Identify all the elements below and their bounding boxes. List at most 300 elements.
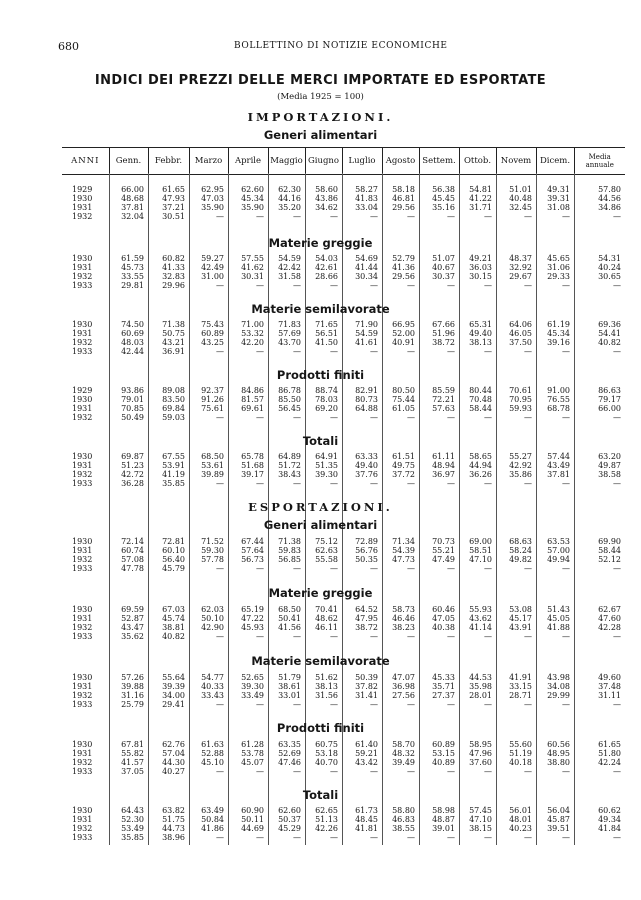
value-cell: 61.11 [432, 452, 455, 461]
value-cell: 66.95 [392, 320, 415, 329]
value-cell: 64.91 [315, 452, 338, 461]
col-header-month: Aprile [228, 148, 268, 175]
annual-value-cell: 52.12 [598, 555, 621, 564]
value-cell: 37.60 [469, 758, 492, 767]
value-cell: — [293, 564, 301, 573]
value-cell: 52.69 [278, 749, 301, 758]
value-cell: — [447, 281, 455, 290]
value-cell: 40.33 [201, 682, 224, 691]
table-row [62, 740, 621, 749]
value-cell: 59.83 [278, 546, 301, 555]
value-cell: 88.74 [315, 386, 338, 395]
value-cell: 47.73 [392, 555, 415, 564]
value-cell: 31.06 [547, 263, 570, 272]
value-cell: 37.82 [355, 682, 378, 691]
value-cell: 30.31 [241, 272, 264, 281]
value-cell: 82.91 [355, 386, 378, 395]
value-cell: — [407, 413, 415, 422]
value-cell: 39.31 [547, 194, 570, 203]
value-cell: 34.08 [547, 682, 570, 691]
data-block [62, 605, 621, 641]
value-cell: — [562, 767, 570, 776]
value-cell: 50.75 [162, 329, 185, 338]
value-cell: 53.91 [162, 461, 185, 470]
value-cell: 80.44 [469, 386, 492, 395]
annual-value-cell: — [613, 632, 621, 641]
value-cell: 61.28 [241, 740, 264, 749]
value-cell: 58.44 [469, 404, 492, 413]
value-cell: 56.51 [315, 329, 338, 338]
value-cell: 31.41 [355, 691, 378, 700]
value-cell: 30.37 [432, 272, 455, 281]
value-cell: 31.08 [547, 203, 570, 212]
table-row [62, 833, 621, 842]
value-cell: 63.53 [547, 537, 570, 546]
annual-value-cell: 49.34 [598, 815, 621, 824]
group-title: Prodotti finiti [276, 721, 365, 735]
value-cell: 70.61 [509, 386, 532, 395]
value-cell: 51.23 [121, 461, 144, 470]
value-cell: — [562, 564, 570, 573]
value-cell: 40.89 [432, 758, 455, 767]
value-cell: 57.64 [241, 546, 264, 555]
year-cell: 1930 [72, 320, 93, 329]
table-row [62, 767, 621, 776]
value-cell: 30.34 [355, 272, 378, 281]
value-cell: 47.46 [278, 758, 301, 767]
value-cell: 37.81 [121, 203, 144, 212]
value-cell: 32.04 [121, 212, 144, 221]
value-cell: — [562, 700, 570, 709]
value-cell: 52.88 [201, 749, 224, 758]
value-cell: 35.20 [278, 203, 301, 212]
table-row [62, 632, 621, 641]
value-cell: 48.45 [355, 815, 378, 824]
value-cell: 43.86 [315, 194, 338, 203]
value-cell: 57.69 [278, 329, 301, 338]
value-cell: 38.81 [162, 623, 185, 632]
group-title: Totali [302, 434, 339, 448]
value-cell: 53.15 [432, 749, 455, 758]
value-cell: 58.70 [392, 740, 415, 749]
year-cell: 1931 [72, 263, 93, 272]
value-cell: — [370, 479, 378, 488]
value-cell: 86.78 [278, 386, 301, 395]
value-cell: 44.30 [162, 758, 185, 767]
data-block [62, 452, 621, 488]
value-cell: 40.23 [509, 824, 532, 833]
value-cell: 55.21 [432, 546, 455, 555]
annual-value-cell: — [613, 564, 621, 573]
value-cell: — [524, 479, 532, 488]
year-cell: 1932 [72, 691, 93, 700]
value-cell: — [524, 413, 532, 422]
table-row [62, 546, 621, 555]
value-cell: — [293, 833, 301, 842]
value-cell: 30.51 [162, 212, 185, 221]
value-cell: 72.14 [121, 537, 144, 546]
value-cell: 61.40 [355, 740, 378, 749]
page-title: INDICI DEI PREZZI DELLE MERCI IMPORTATE ED ESPORTATE [94, 73, 547, 88]
value-cell: 44.94 [469, 461, 492, 470]
value-cell: 48.32 [392, 749, 415, 758]
value-cell: 72.81 [162, 537, 185, 546]
value-cell: 51.01 [509, 185, 532, 194]
value-cell: — [524, 347, 532, 356]
value-cell: 47.03 [201, 194, 224, 203]
value-cell: 41.88 [547, 623, 570, 632]
year-cell: 1932 [72, 413, 93, 422]
year-cell: 1932 [72, 272, 93, 281]
value-cell: — [524, 281, 532, 290]
annual-value-cell: 42.28 [598, 623, 621, 632]
col-header-anni: ANNI [62, 148, 109, 175]
value-cell: 60.10 [162, 546, 185, 555]
value-cell: 44.53 [469, 673, 492, 682]
value-cell: 38.72 [355, 623, 378, 632]
value-cell: 54.81 [469, 185, 492, 194]
value-cell: 60.89 [432, 740, 455, 749]
value-cell: 59.03 [162, 413, 185, 422]
value-cell: — [407, 632, 415, 641]
value-cell: 54.39 [392, 546, 415, 555]
value-cell: 45.93 [241, 623, 264, 632]
value-cell: 47.96 [469, 749, 492, 758]
table-row [62, 185, 621, 194]
value-cell: 57.00 [547, 546, 570, 555]
value-cell: — [407, 564, 415, 573]
value-cell: — [447, 767, 455, 776]
year-cell: 1930 [72, 806, 93, 815]
value-cell: 66.00 [121, 185, 144, 194]
value-cell: — [524, 767, 532, 776]
value-cell: 53.08 [509, 605, 532, 614]
value-cell: 32.92 [509, 263, 532, 272]
value-cell: 29.41 [162, 700, 185, 709]
value-cell: — [484, 700, 492, 709]
table-row [62, 272, 621, 281]
value-cell: 45.07 [241, 758, 264, 767]
value-cell: 37.21 [162, 203, 185, 212]
value-cell: 28.71 [509, 691, 532, 700]
value-cell: 48.95 [547, 749, 570, 758]
year-cell: 1932 [72, 824, 93, 833]
annual-value-cell: 57.80 [598, 185, 621, 194]
value-cell: 47.95 [355, 614, 378, 623]
value-cell: — [484, 413, 492, 422]
value-cell: — [407, 479, 415, 488]
value-cell: 60.46 [432, 605, 455, 614]
value-cell: 38.80 [547, 758, 570, 767]
value-cell: 69.59 [121, 605, 144, 614]
value-cell: 56.73 [241, 555, 264, 564]
value-cell: 58.73 [392, 605, 415, 614]
page-header [0, 40, 641, 54]
value-cell: 51.13 [315, 815, 338, 824]
table-row [62, 203, 621, 212]
year-cell: 1931 [72, 749, 93, 758]
value-cell: 51.79 [278, 673, 301, 682]
value-cell: — [216, 413, 224, 422]
col-header-month: Luglio [342, 148, 382, 175]
value-cell: 41.50 [315, 338, 338, 347]
col-header-month: Agosto [382, 148, 419, 175]
value-cell: 45.29 [278, 824, 301, 833]
value-cell: 91.00 [547, 386, 570, 395]
value-cell: 36.97 [432, 470, 455, 479]
value-cell: 40.48 [509, 194, 532, 203]
value-cell: 57.55 [241, 254, 264, 263]
value-cell: 45.33 [432, 673, 455, 682]
value-cell: 54.69 [355, 254, 378, 263]
page-subtitle: (Media 1925 = 100) [277, 92, 364, 102]
col-header-month: Dicem. [536, 148, 574, 175]
annual-value-cell: 37.48 [598, 682, 621, 691]
annual-value-cell: 69.90 [598, 537, 621, 546]
annual-value-cell: — [613, 700, 621, 709]
value-cell: 42.72 [121, 470, 144, 479]
value-cell: 64.06 [509, 320, 532, 329]
value-cell: — [484, 479, 492, 488]
value-cell: — [293, 632, 301, 641]
col-header-month: Genn. [109, 148, 148, 175]
value-cell: 42.90 [201, 623, 224, 632]
col-header-month: Novem [496, 148, 536, 175]
value-cell: 32.83 [162, 272, 185, 281]
value-cell: 85.59 [432, 386, 455, 395]
table-row [62, 470, 621, 479]
value-cell: 31.58 [278, 272, 301, 281]
annual-value-cell: 31.11 [598, 691, 621, 700]
value-cell: 49.21 [469, 254, 492, 263]
value-cell: 56.85 [278, 555, 301, 564]
value-cell: — [330, 347, 338, 356]
col-header-month: Settem. [419, 148, 459, 175]
value-cell: 43.98 [547, 673, 570, 682]
annual-value-cell: 49.87 [598, 461, 621, 470]
value-cell: 67.03 [162, 605, 185, 614]
value-cell: 47.05 [432, 614, 455, 623]
value-cell: — [216, 700, 224, 709]
value-cell: 35.62 [121, 632, 144, 641]
value-cell: 51.96 [432, 329, 455, 338]
value-cell: 41.56 [278, 623, 301, 632]
annual-value-cell: 58.44 [598, 546, 621, 555]
value-cell: 57.44 [547, 452, 570, 461]
table-row [62, 682, 621, 691]
value-cell: — [562, 413, 570, 422]
annual-value-cell: — [613, 767, 621, 776]
value-cell: — [407, 700, 415, 709]
value-cell: 54.03 [315, 254, 338, 263]
value-cell: 78.03 [315, 395, 338, 404]
year-cell: 1933 [72, 767, 93, 776]
value-cell: — [216, 632, 224, 641]
data-block [62, 185, 621, 221]
year-cell: 1932 [72, 623, 93, 632]
value-cell: 60.69 [121, 329, 144, 338]
value-cell: 42.26 [315, 824, 338, 833]
value-cell: — [370, 700, 378, 709]
value-cell: — [370, 632, 378, 641]
value-cell: 32.45 [509, 203, 532, 212]
value-cell: 55.27 [509, 452, 532, 461]
value-cell: 48.62 [315, 614, 338, 623]
value-cell: 70.73 [432, 537, 455, 546]
table-row [62, 749, 621, 758]
value-cell: 37.50 [509, 338, 532, 347]
value-cell: 75.12 [315, 537, 338, 546]
value-cell: 68.63 [509, 537, 532, 546]
section-importazioni: IMPORTAZIONI. [247, 110, 394, 124]
table-row [62, 194, 621, 203]
data-block [62, 254, 621, 290]
value-cell: 79.01 [121, 395, 144, 404]
value-cell: 48.87 [432, 815, 455, 824]
value-cell: 64.88 [355, 404, 378, 413]
value-cell: 67.81 [121, 740, 144, 749]
value-cell: 34.62 [315, 203, 338, 212]
value-cell: 45.17 [509, 614, 532, 623]
year-cell: 1932 [72, 212, 93, 221]
year-cell: 1933 [72, 700, 93, 709]
value-cell: 51.35 [315, 461, 338, 470]
value-cell: 43.25 [201, 338, 224, 347]
value-cell: 68.78 [547, 404, 570, 413]
value-cell: — [330, 413, 338, 422]
value-cell: 41.83 [355, 194, 378, 203]
value-cell: 38.15 [469, 824, 492, 833]
value-cell: — [256, 564, 264, 573]
value-cell: — [330, 632, 338, 641]
table-row [62, 395, 621, 404]
value-cell: 61.59 [121, 254, 144, 263]
value-cell: 29.67 [509, 272, 532, 281]
table-row [62, 614, 621, 623]
value-cell: — [216, 833, 224, 842]
value-cell: — [562, 632, 570, 641]
value-cell: — [330, 767, 338, 776]
value-cell: 58.24 [509, 546, 532, 555]
group-title: Generi alimentari [263, 128, 378, 142]
value-cell: 41.14 [469, 623, 492, 632]
year-cell: 1931 [72, 329, 93, 338]
value-cell: 58.65 [469, 452, 492, 461]
value-cell: 40.27 [162, 767, 185, 776]
value-cell: 38.55 [392, 824, 415, 833]
annual-value-cell: 41.84 [598, 824, 621, 833]
value-cell: 42.61 [315, 263, 338, 272]
value-cell: 36.91 [162, 347, 185, 356]
value-cell: 50.84 [201, 815, 224, 824]
annual-value-cell: 63.20 [598, 452, 621, 461]
table-row [62, 263, 621, 272]
value-cell: — [447, 632, 455, 641]
value-cell: — [447, 212, 455, 221]
value-cell: — [447, 833, 455, 842]
value-cell: — [562, 347, 570, 356]
year-cell: 1929 [72, 185, 93, 194]
value-cell: 39.30 [241, 682, 264, 691]
value-cell: — [407, 767, 415, 776]
year-cell: 1933 [72, 479, 93, 488]
value-cell: 62.60 [278, 806, 301, 815]
value-cell: — [293, 767, 301, 776]
value-cell: 36.98 [392, 682, 415, 691]
annual-value-cell: — [613, 413, 621, 422]
value-cell: 65.31 [469, 320, 492, 329]
year-cell: 1930 [72, 452, 93, 461]
value-cell: 45.73 [121, 263, 144, 272]
value-cell: 39.39 [162, 682, 185, 691]
value-cell: 72.89 [355, 537, 378, 546]
value-cell: — [293, 347, 301, 356]
value-cell: 69.00 [469, 537, 492, 546]
table-row [62, 555, 621, 564]
value-cell: 41.44 [355, 263, 378, 272]
section-esportazioni: ESPORTAZIONI. [248, 500, 393, 514]
value-cell: 58.95 [469, 740, 492, 749]
year-cell: 1932 [72, 338, 93, 347]
value-cell: 75.43 [201, 320, 224, 329]
value-cell: 62.30 [278, 185, 301, 194]
value-cell: 71.00 [241, 320, 264, 329]
value-cell: 44.73 [162, 824, 185, 833]
col-header-month: Marzo [189, 148, 228, 175]
annual-value-cell: 30.65 [598, 272, 621, 281]
value-cell: 41.36 [392, 263, 415, 272]
value-cell: 68.50 [201, 452, 224, 461]
table-row [62, 537, 621, 546]
value-cell: 57.63 [432, 404, 455, 413]
value-cell: — [293, 281, 301, 290]
value-cell: — [484, 212, 492, 221]
value-cell: 40.67 [432, 263, 455, 272]
value-cell: 45.74 [162, 614, 185, 623]
value-cell: 29.56 [392, 203, 415, 212]
value-cell: 39.30 [315, 470, 338, 479]
group-title: Totali [302, 788, 339, 802]
value-cell: — [447, 700, 455, 709]
value-cell: 35.98 [469, 682, 492, 691]
table-row [62, 691, 621, 700]
value-cell: — [330, 281, 338, 290]
value-cell: — [216, 347, 224, 356]
value-cell: 51.62 [315, 673, 338, 682]
group-title: Generi alimentari [263, 518, 378, 532]
value-cell: 29.99 [547, 691, 570, 700]
value-cell: — [370, 413, 378, 422]
value-cell: 71.34 [392, 537, 415, 546]
value-cell: — [293, 700, 301, 709]
value-cell: — [256, 347, 264, 356]
value-cell: — [484, 564, 492, 573]
value-cell: 93.86 [121, 386, 144, 395]
value-cell: 61.73 [355, 806, 378, 815]
value-cell: — [370, 347, 378, 356]
value-cell: — [407, 347, 415, 356]
value-cell: 63.49 [201, 806, 224, 815]
value-cell: — [524, 212, 532, 221]
col-header-month: Maggio [268, 148, 305, 175]
value-cell: — [562, 281, 570, 290]
table-row [62, 824, 621, 833]
value-cell: 54.59 [355, 329, 378, 338]
value-cell: 46.11 [315, 623, 338, 632]
value-cell: — [293, 479, 301, 488]
year-cell: 1930 [72, 673, 93, 682]
value-cell: 64.43 [121, 806, 144, 815]
